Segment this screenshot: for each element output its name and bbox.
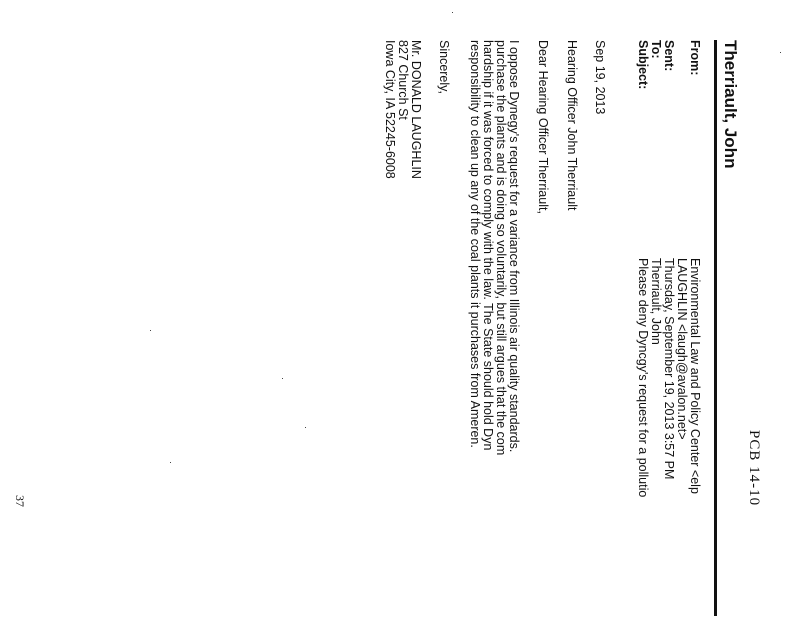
sender-name-heading: Therriault, John [721,40,740,169]
signature-street: 827 Church St [396,40,410,120]
scan-speck [305,427,306,428]
to-value: Therriault, John [649,258,663,345]
page-number: 37 [13,495,27,507]
from-label: From: [688,40,702,76]
body-line-4: responsibility to clean up any of the coal plants it purchases from Ameren. [468,40,482,448]
scan-speck [170,462,171,463]
body-line-1: I oppose Dynegy's request for a variance from Illinois air quality standards. [507,40,521,453]
body-line-3: hardship if it was forced to comply with the law. The State should hold Dyn [481,40,495,451]
sent-value: Thursday, September 19, 2013 3:57 PM [662,258,676,480]
signature-name: Mr. DONALD LAUGHLIN [409,40,423,179]
scan-speck [150,330,151,331]
subject-label: Subject: [636,40,650,90]
from-value-line2: LAUGHLIN <laugh@avalon.net> [675,258,689,440]
subject-value: Please deny Dyncgy's request for a pollutio [636,258,650,498]
scan-speck [780,52,781,53]
case-number: PCB 14-10 [746,430,762,507]
scan-speck [282,378,283,379]
body-line-2: purchase the plants and is doing so voluntarily, but still argues that the com [494,40,508,456]
closing: Sincerely, [437,40,451,94]
letter-date: Sep 19, 2013 [593,40,607,115]
recipient-line: Hearing Officer John Therriault [565,40,579,211]
header-rule [714,40,717,616]
salutation: Dear Hearing Officer Therriault, [536,40,550,214]
sent-label: Sent: [662,40,676,72]
to-label: To: [649,40,663,59]
scan-speck [452,12,453,13]
from-value: Environmental Law and Policy Center <elp [688,258,702,494]
signature-city: Iowa City, IA 52245-6008 [383,40,397,179]
